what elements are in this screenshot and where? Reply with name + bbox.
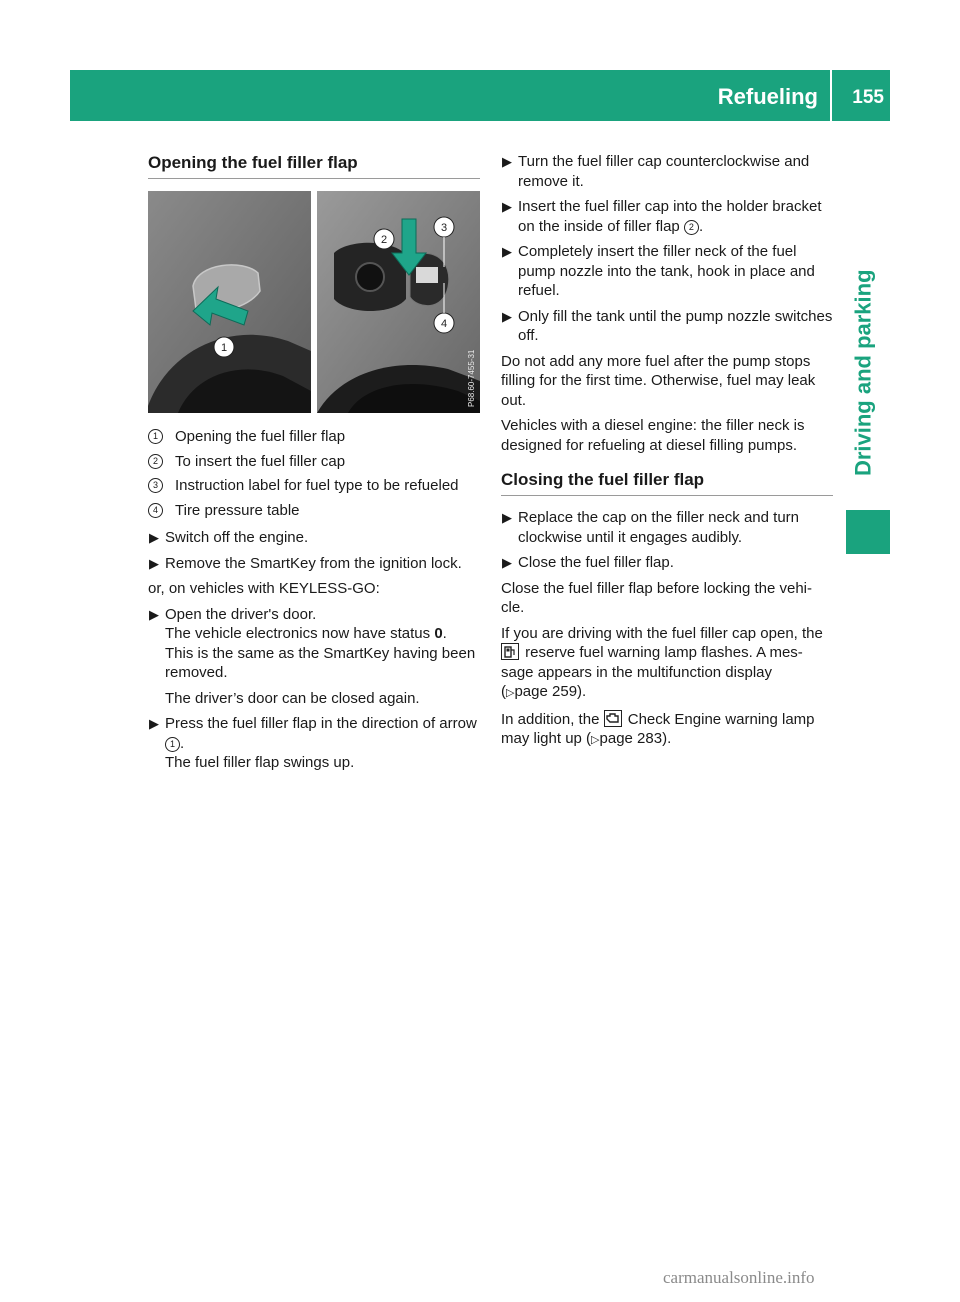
warning-text-a: If you are driving with the fuel filler cap open, the xyxy=(501,624,823,642)
fuel-flap-figure xyxy=(148,191,480,413)
callout-1-text: 1 xyxy=(220,342,228,354)
step-text: Turn the fuel filler cap counterclockwise and remove it. xyxy=(518,153,810,190)
para-do-not-add: Do not add any more fuel after the pump stops filling for the first time. Otherwise, fuel may leak out. xyxy=(501,352,816,409)
step-text-same: This is the same as the SmartKey having been removed. xyxy=(165,644,476,681)
para-cap-open-warning xyxy=(501,624,833,704)
arrow-marker-icon: ▶ xyxy=(149,716,159,731)
inline-callout-1: 1 xyxy=(165,737,180,752)
step-text-close-door: The driver’s door can be closed again. xyxy=(165,689,420,707)
ref-close: ). xyxy=(662,730,672,747)
step-switch-off xyxy=(148,528,480,548)
page-number: 155 xyxy=(852,87,884,108)
flap-label xyxy=(416,267,438,283)
step-replace-cap xyxy=(501,508,833,547)
step-text: Open the driver's door. xyxy=(165,605,317,623)
press-period: . xyxy=(180,734,185,752)
status-period: . xyxy=(442,625,447,642)
legend-num-4: 4 xyxy=(148,503,163,518)
status-line xyxy=(165,624,480,644)
step-press-flap xyxy=(148,714,480,773)
press-text: Press the fuel filler flap in the direction of arrow xyxy=(165,715,477,732)
figure-divider xyxy=(311,191,317,413)
engine-text-a: In addition, the xyxy=(501,710,604,728)
step-turn-cap xyxy=(501,152,833,191)
warning-text-b: reserve fuel warning lamp flashes. A mes-sage appears in the multifunction display xyxy=(501,644,803,681)
arrow-marker-icon: ▶ xyxy=(502,308,512,324)
legend-num-2: 2 xyxy=(148,454,163,469)
page-ref-arrow-icon: ▷ xyxy=(506,687,515,699)
step-open-door xyxy=(148,605,480,709)
step-text: Switch off the engine. xyxy=(165,529,309,546)
legend-item-2 xyxy=(148,452,480,472)
engine-text-b: Check Engine warning lamp may light up ( xyxy=(501,710,815,747)
arrow-marker-icon: ▶ xyxy=(149,530,159,545)
page-ref-283[interactable]: page 283 xyxy=(599,730,663,747)
figure-code: P68.60-7455-31 xyxy=(467,349,476,407)
arrow-marker-icon: ▶ xyxy=(502,199,512,214)
step-fill-tank xyxy=(501,307,833,346)
para-check-engine xyxy=(501,710,833,751)
legend-item-1 xyxy=(148,427,480,447)
side-tab-text: Driving and parking xyxy=(850,269,876,477)
step-insert-cap xyxy=(501,197,833,236)
check-engine-icon xyxy=(604,710,622,727)
header-divider xyxy=(830,70,832,121)
arrow-marker-icon: ▶ xyxy=(149,606,159,622)
left-column xyxy=(148,152,480,779)
step-text: Only fill the tank until the pump nozzle switches off. xyxy=(518,307,833,344)
arrow-marker-icon: ▶ xyxy=(502,244,512,259)
legend-text-2: To insert the fuel filler cap xyxy=(175,452,346,470)
side-tab-block xyxy=(846,510,890,554)
inline-callout-2: 2 xyxy=(684,220,699,235)
para-close-before-lock: Close the fuel filler flap before locking the vehi-cle. xyxy=(501,579,813,616)
fuel-flap-illustration xyxy=(148,191,480,413)
keyless-go-note: or, on vehicles with KEYLESS-GO: xyxy=(148,580,380,597)
step-text: Close the fuel filler flap. xyxy=(518,554,674,571)
heading-closing: Closing the fuel filler flap xyxy=(501,469,833,496)
fuel-pump-icon xyxy=(501,643,519,660)
filler-neck xyxy=(356,263,384,291)
page-ref-arrow-icon: ▷ xyxy=(591,734,600,746)
legend-num-3: 3 xyxy=(148,478,163,493)
step-text-press xyxy=(165,714,480,753)
step-close-flap xyxy=(501,553,833,573)
step-text: Insert the fuel filler cap into the holder bracket on the inside of filler flap xyxy=(518,198,822,235)
ref-close: ). xyxy=(577,683,587,700)
legend-item-4 xyxy=(148,501,480,521)
watermark: carmanualsonline.info xyxy=(663,1268,815,1287)
step-period: . xyxy=(698,217,704,235)
heading-opening: Opening the fuel filler flap xyxy=(148,152,480,179)
status-value: 0 xyxy=(434,625,443,642)
step-text: Completely insert the filler neck of the fuel pump nozzle into the tank, hook in place and refuel. xyxy=(518,243,815,299)
step-remove-key xyxy=(148,554,480,574)
legend-text-3: Instruction label for fuel type to be refueled xyxy=(175,477,459,494)
callout-4-text: 4 xyxy=(440,318,448,330)
step-text: Replace the cap on the filler neck and turn clockwise until it engages audibly. xyxy=(518,509,800,546)
right-column xyxy=(501,152,833,757)
legend-num-1: 1 xyxy=(148,429,163,444)
arrow-marker-icon: ▶ xyxy=(502,510,512,525)
ref-open: ( xyxy=(501,683,506,700)
step-insert-nozzle xyxy=(501,242,833,301)
page-header xyxy=(70,70,890,121)
page-ref-259[interactable]: page 259 xyxy=(514,683,578,700)
para-diesel: Vehicles with a diesel engine: the filler neck is designed for refueling at diesel filling pumps. xyxy=(501,417,805,454)
arrow-marker-icon: ▶ xyxy=(502,555,512,570)
side-tab-label xyxy=(843,248,883,498)
arrow-marker-icon: ▶ xyxy=(149,555,159,571)
arrow-marker-icon: ▶ xyxy=(502,154,512,169)
step-text: Remove the SmartKey from the ignition lock. xyxy=(165,554,462,572)
legend-item-3 xyxy=(148,476,480,496)
legend-text-4: Tire pressure table xyxy=(175,501,300,519)
callout-3-text: 3 xyxy=(440,222,448,234)
section-title: Refueling xyxy=(717,84,818,109)
step-text-swings: The fuel filler flap swings up. xyxy=(165,754,355,771)
legend-text-1: Opening the fuel filler flap xyxy=(175,428,346,445)
status-text: The vehicle electronics now have status xyxy=(165,625,435,642)
callout-2-text: 2 xyxy=(380,234,388,246)
